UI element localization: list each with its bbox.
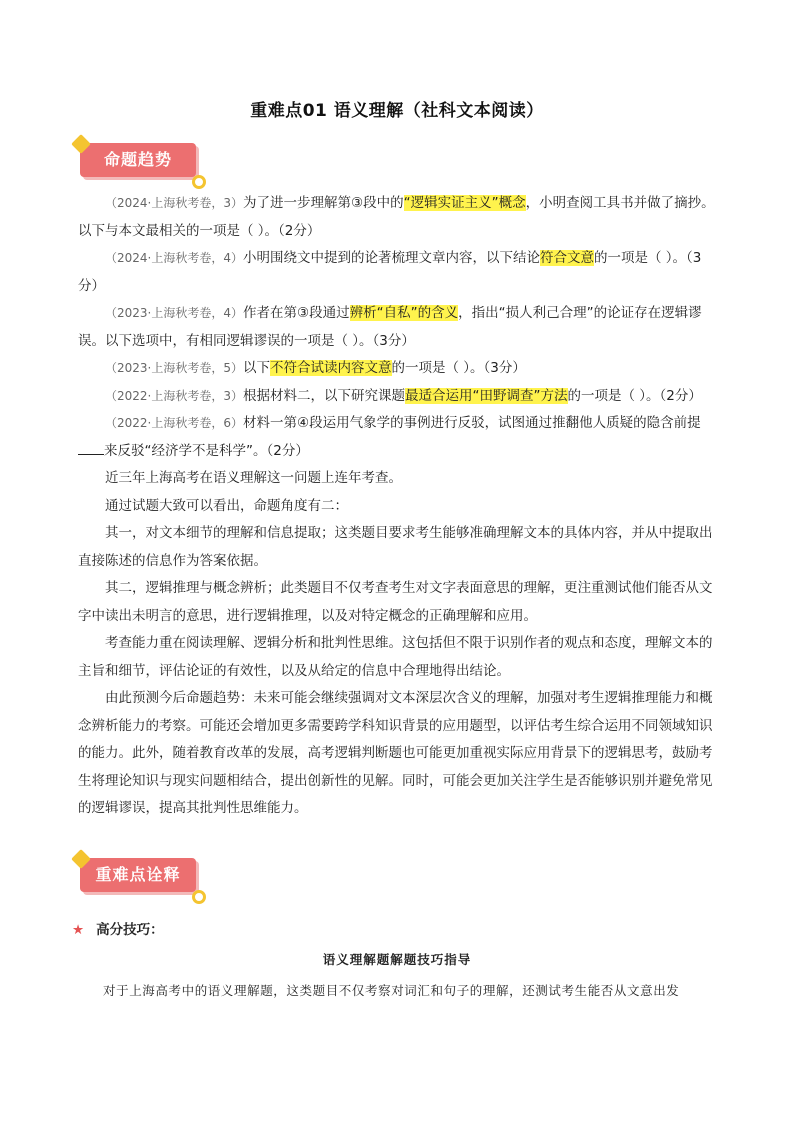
question-item: （2023·上海秋考卷，5）以下不符合试读内容文意的一项是（ ）。（3分） [105, 360, 526, 376]
tip-heading: ★ 高分技巧： [72, 922, 164, 938]
paragraph: 其二，逻辑推理与概念辨析；此类题目不仅考查考生对文字表面意思的理解，更注重测试他们能否从文字中读出未明言的意思，进行逻辑推理，以及对特定概念的正确理解和应用。 [78, 580, 713, 624]
question-item: （2024·上海秋考卷，4）小明围绕文中提到的论著梳理文章内容，以下结论符合文意的一项是（ ）。（3分） [78, 250, 702, 294]
question-item: （2024·上海秋考卷，3）为了进一步理解第③段中的“逻辑实证主义”概念，小明查阅工具书并做了摘抄。以下与本文最相关的一项是（ ）。（2分） [78, 195, 715, 239]
trend-content [78, 190, 720, 823]
question-item: （2022·上海秋考卷，3）根据材料二，以下研究课题最适合运用“田野调查”方法的一项是（ ）。（2分） [105, 387, 702, 404]
ring-icon [192, 175, 206, 189]
paragraph: 近三年上海高考在语义理解这一问题上连年考查。 [105, 470, 402, 486]
ring-icon [192, 890, 206, 904]
banner-label: 重难点诠释 [95, 865, 181, 884]
paragraph: 其一，对文本细节的理解和信息提取；这类题目要求考生能够准确理解文本的具体内容，并从中提取出直接陈述的信息作为答案依据。 [78, 525, 713, 569]
paragraph: 由此预测今后命题趋势：未来可能会继续强调对文本深层次含义的理解，加强对考生逻辑推理能力和概念辨析能力的考察。可能还会增加更多需要跨学科知识背景的应用题型，以评估考生综合运用不同领域知识的能力。此外，随着教育改革的发展，高考逻辑判断题也可能更加重视实际应用背景下的逻辑思考，鼓励考生将理论知识与现实问题相结合，提出创新性的见解。同时，可能会更加关注学生是否能够识别并避免常见的逻辑谬误，提高其批判性思维能力。 [78, 690, 713, 816]
star-icon: ★ [72, 922, 85, 938]
answer-blank [78, 440, 104, 455]
section-banner-key-points [80, 858, 204, 902]
section-banner-trend [80, 143, 204, 187]
paragraph: 考查能力重在阅读理解、逻辑分析和批判性思维。这包括但不限于识别作者的观点和态度，理解文本的主旨和细节，评估论证的有效性，以及从给定的信息中合理地得出结论。 [78, 635, 713, 679]
guide-title: 语义理解题解题技巧指导 [322, 952, 472, 967]
paragraph: 通过试题大致可以看出，命题角度有二： [105, 497, 348, 514]
page-title: 重难点01 语义理解（社科文本阅读） [250, 101, 544, 121]
question-item: （2022·上海秋考卷，6）材料一第④段运用气象学的事例进行反驳，试图通过推翻他人质疑的隐含前提来反驳“经济学不是科学”。（2分） [78, 410, 720, 465]
banner-label: 命题趋势 [103, 150, 172, 169]
guide-paragraph: 对于上海高考中的语义理解题，这类题目不仅考察对词汇和句子的理解，还测试考生能否从文意出发 [103, 983, 680, 998]
question-item: （2023·上海秋考卷，4）作者在第③段通过辨析“自私”的含义，指出“损人利己合理”的论证存在逻辑谬误。以下选项中，有相同逻辑谬误的一项是（ ）。（3分） [78, 305, 702, 349]
